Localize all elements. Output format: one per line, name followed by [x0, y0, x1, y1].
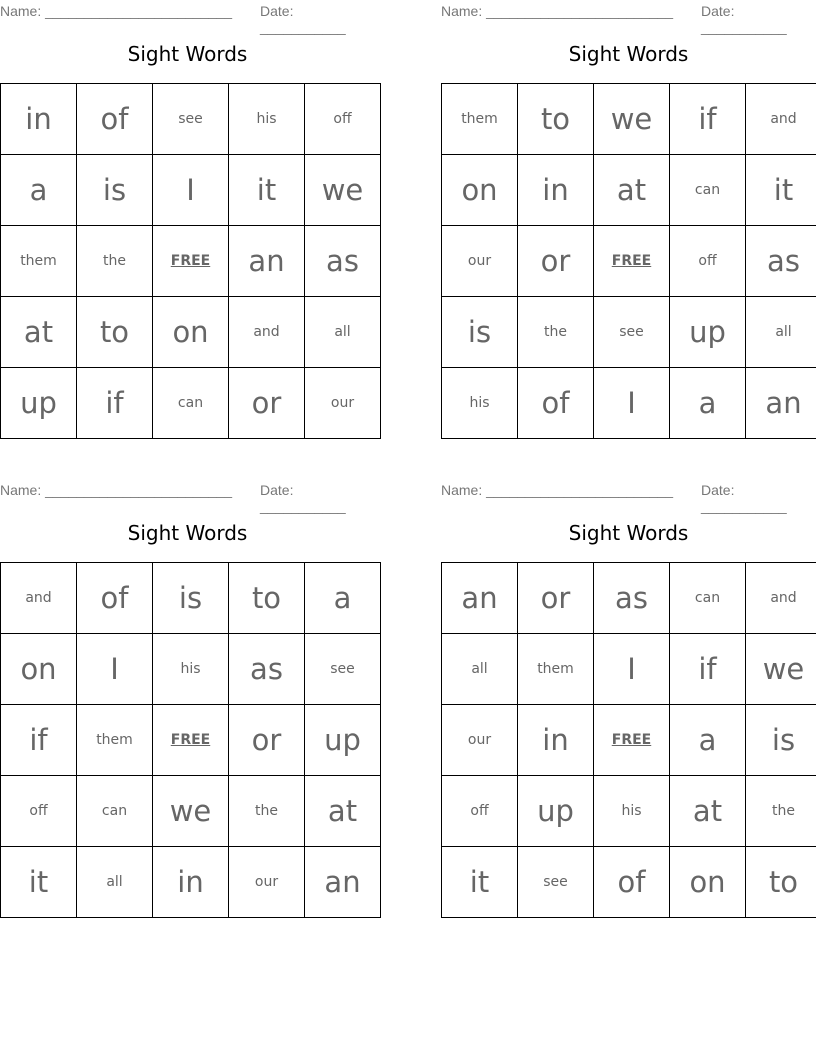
- header-fields: [0, 0, 375, 35]
- free-space: FREE: [153, 705, 229, 776]
- word-cell: if: [77, 368, 153, 439]
- grid-row: [1, 368, 381, 439]
- grid-row: [442, 847, 816, 918]
- date-field[interactable]: Date: ___________: [701, 3, 787, 35]
- word-cell: in: [1, 84, 77, 155]
- word-cell: or: [229, 368, 305, 439]
- grid-row: [1, 226, 381, 297]
- bingo-card: [441, 0, 816, 420]
- grid-row: [1, 776, 381, 847]
- grid-row: [1, 705, 381, 776]
- bingo-grid: [441, 562, 816, 918]
- word-cell: up: [670, 297, 746, 368]
- word-cell: the: [518, 297, 594, 368]
- word-cell: to: [746, 847, 816, 918]
- word-cell: off: [670, 226, 746, 297]
- word-cell: the: [746, 776, 816, 847]
- word-cell: and: [229, 297, 305, 368]
- grid-row: [1, 563, 381, 634]
- word-cell: is: [77, 155, 153, 226]
- word-cell: the: [229, 776, 305, 847]
- word-cell: all: [305, 297, 381, 368]
- word-cell: off: [1, 776, 77, 847]
- word-cell: of: [77, 563, 153, 634]
- name-field[interactable]: Name: ________________________: [0, 3, 232, 19]
- word-cell: off: [442, 776, 518, 847]
- word-cell: an: [746, 368, 816, 439]
- name-field[interactable]: Name: ________________________: [441, 3, 673, 19]
- bingo-grid: [0, 562, 381, 918]
- date-field[interactable]: Date: ___________: [701, 482, 787, 514]
- word-cell: or: [518, 226, 594, 297]
- word-cell: a: [670, 368, 746, 439]
- word-cell: or: [518, 563, 594, 634]
- word-cell: up: [518, 776, 594, 847]
- bingo-grid: [441, 83, 816, 439]
- grid-row: [1, 634, 381, 705]
- word-cell: as: [746, 226, 816, 297]
- grid-row: [442, 634, 816, 705]
- word-cell: to: [229, 563, 305, 634]
- word-cell: to: [518, 84, 594, 155]
- grid-row: [442, 705, 816, 776]
- word-cell: our: [229, 847, 305, 918]
- word-cell: at: [1, 297, 77, 368]
- word-cell: I: [77, 634, 153, 705]
- word-cell: at: [670, 776, 746, 847]
- word-cell: his: [594, 776, 670, 847]
- grid-row: [442, 84, 816, 155]
- word-cell: can: [670, 563, 746, 634]
- name-field[interactable]: Name: ________________________: [441, 482, 673, 498]
- word-cell: I: [594, 368, 670, 439]
- word-cell: his: [229, 84, 305, 155]
- grid-row: [442, 297, 816, 368]
- word-cell: them: [77, 705, 153, 776]
- word-cell: it: [442, 847, 518, 918]
- word-cell: up: [305, 705, 381, 776]
- word-cell: can: [77, 776, 153, 847]
- word-cell: and: [1, 563, 77, 634]
- grid-row: [442, 226, 816, 297]
- word-cell: and: [746, 563, 816, 634]
- word-cell: an: [229, 226, 305, 297]
- word-cell: see: [518, 847, 594, 918]
- word-cell: as: [594, 563, 670, 634]
- word-cell: his: [442, 368, 518, 439]
- word-cell: of: [594, 847, 670, 918]
- word-cell: to: [77, 297, 153, 368]
- word-cell: we: [153, 776, 229, 847]
- grid-row: [442, 776, 816, 847]
- word-cell: them: [1, 226, 77, 297]
- word-cell: our: [442, 705, 518, 776]
- card-title: Sight Words: [568, 42, 689, 66]
- word-cell: at: [305, 776, 381, 847]
- word-cell: of: [77, 84, 153, 155]
- word-cell: on: [670, 847, 746, 918]
- grid-row: [1, 155, 381, 226]
- free-space: FREE: [594, 705, 670, 776]
- word-cell: on: [153, 297, 229, 368]
- card-title: Sight Words: [127, 521, 248, 545]
- word-cell: see: [594, 297, 670, 368]
- grid-row: [1, 847, 381, 918]
- word-cell: on: [442, 155, 518, 226]
- word-cell: if: [670, 634, 746, 705]
- word-cell: we: [746, 634, 816, 705]
- grid-row: [1, 297, 381, 368]
- word-cell: we: [305, 155, 381, 226]
- word-cell: at: [594, 155, 670, 226]
- word-cell: or: [229, 705, 305, 776]
- free-space: FREE: [153, 226, 229, 297]
- word-cell: as: [305, 226, 381, 297]
- card-title: Sight Words: [568, 521, 689, 545]
- word-cell: is: [442, 297, 518, 368]
- date-field[interactable]: Date: ___________: [260, 482, 346, 514]
- word-cell: off: [305, 84, 381, 155]
- word-cell: can: [670, 155, 746, 226]
- word-cell: a: [305, 563, 381, 634]
- grid-row: [1, 84, 381, 155]
- word-cell: in: [518, 155, 594, 226]
- word-cell: can: [153, 368, 229, 439]
- bingo-grid: [0, 83, 381, 439]
- bingo-card: [0, 479, 375, 899]
- word-cell: our: [442, 226, 518, 297]
- bingo-card: [441, 479, 816, 899]
- word-cell: all: [746, 297, 816, 368]
- word-cell: see: [153, 84, 229, 155]
- word-cell: an: [442, 563, 518, 634]
- bingo-card: [0, 0, 375, 420]
- card-title: Sight Words: [127, 42, 248, 66]
- word-cell: if: [670, 84, 746, 155]
- word-cell: and: [746, 84, 816, 155]
- grid-row: [442, 563, 816, 634]
- word-cell: see: [305, 634, 381, 705]
- word-cell: all: [77, 847, 153, 918]
- word-cell: I: [153, 155, 229, 226]
- word-cell: it: [746, 155, 816, 226]
- word-cell: all: [442, 634, 518, 705]
- word-cell: his: [153, 634, 229, 705]
- word-cell: it: [229, 155, 305, 226]
- header-fields: [441, 0, 816, 35]
- word-cell: a: [670, 705, 746, 776]
- word-cell: a: [1, 155, 77, 226]
- word-cell: we: [594, 84, 670, 155]
- word-cell: if: [1, 705, 77, 776]
- word-cell: them: [518, 634, 594, 705]
- word-cell: is: [153, 563, 229, 634]
- word-cell: them: [442, 84, 518, 155]
- header-fields: [0, 479, 375, 514]
- word-cell: up: [1, 368, 77, 439]
- word-cell: I: [594, 634, 670, 705]
- word-cell: it: [1, 847, 77, 918]
- date-field[interactable]: Date: ___________: [260, 3, 346, 35]
- header-fields: [441, 479, 816, 514]
- word-cell: of: [518, 368, 594, 439]
- word-cell: an: [305, 847, 381, 918]
- word-cell: on: [1, 634, 77, 705]
- grid-row: [442, 155, 816, 226]
- grid-row: [442, 368, 816, 439]
- word-cell: our: [305, 368, 381, 439]
- free-space: FREE: [594, 226, 670, 297]
- name-field[interactable]: Name: ________________________: [0, 482, 232, 498]
- word-cell: the: [77, 226, 153, 297]
- word-cell: in: [153, 847, 229, 918]
- word-cell: is: [746, 705, 816, 776]
- word-cell: as: [229, 634, 305, 705]
- word-cell: in: [518, 705, 594, 776]
